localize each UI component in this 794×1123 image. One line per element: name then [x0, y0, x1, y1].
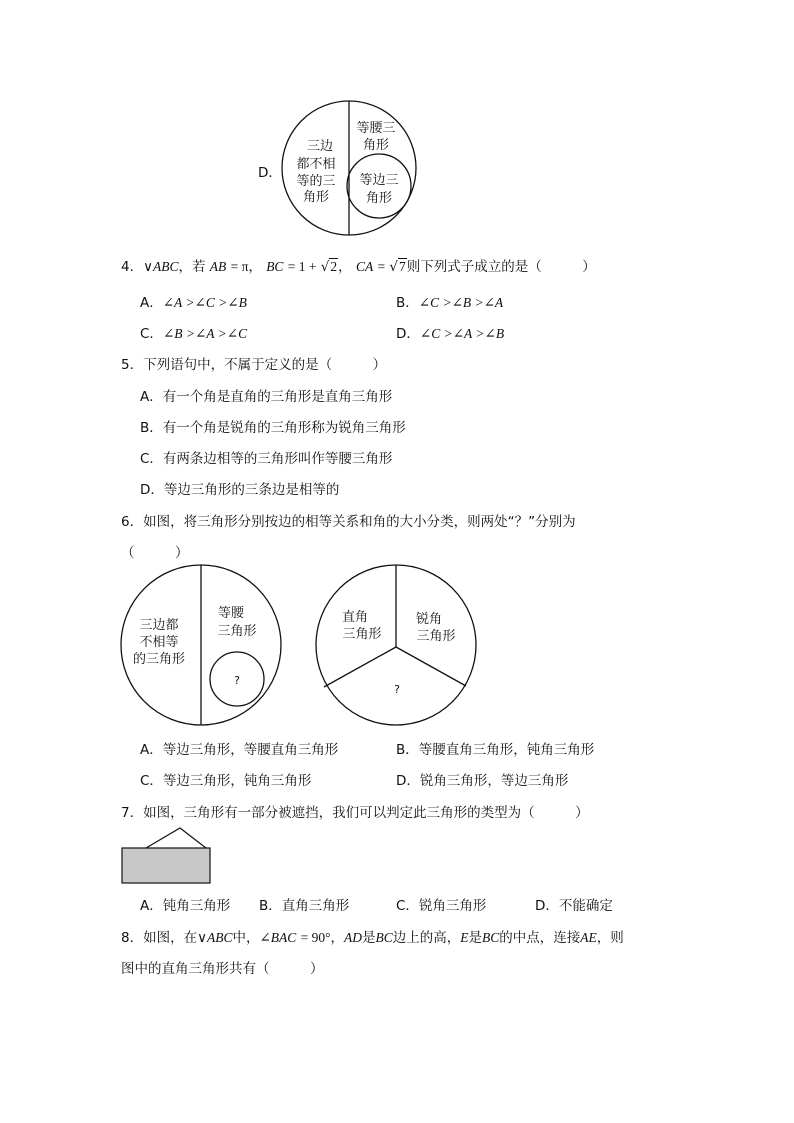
math-ab: AB	[209, 259, 227, 274]
q6-paren: （ ）	[121, 545, 189, 561]
math-eq-90: = 90°	[300, 930, 331, 945]
math-ad: AD	[343, 930, 362, 945]
triangle-symbol: ∨	[197, 930, 207, 946]
q6-fig1-question-mark: ?	[234, 674, 240, 687]
q8-text: 边上的高，	[392, 930, 461, 946]
q8-text: 的中点，连接	[499, 930, 581, 946]
q7-option-a[interactable]: A．钝角三角形	[140, 898, 231, 914]
q3-left-line-2: 都不相	[296, 157, 336, 172]
q7-stem: 7．如图，三角形有一部分被遮挡，我们可以判定此三角形的类型为（ ）	[121, 805, 589, 821]
q8-text: ，	[330, 930, 344, 946]
math-bc: BC	[266, 259, 284, 274]
q4-text: ，	[338, 259, 352, 275]
q5-option-d[interactable]: D．等边三角形的三条边是相等的	[140, 482, 340, 498]
q7-covered-triangle-figure	[120, 825, 214, 887]
q3-right-top-line-2: 角形	[362, 138, 390, 153]
q6-option-b[interactable]: B．等腰直角三角形，钝角三角形	[396, 742, 595, 758]
math-abc: ABC	[206, 930, 233, 945]
q8-stem-line-1	[121, 926, 624, 946]
math-eq: =	[377, 259, 386, 274]
q4-option-a[interactable]	[140, 291, 247, 311]
q4-text: ，若	[178, 259, 206, 275]
triangle-symbol: ∨	[143, 259, 153, 275]
q6-stem: 6．如图，将三角形分别按边的相等关系和角的大小分类，则两处“？”分别为	[121, 514, 576, 530]
option-value: ∠B >∠A >∠C	[162, 326, 248, 341]
math-eq-1-plus: = 1 +	[287, 259, 317, 274]
q3-option-d-diagram	[278, 98, 428, 238]
option-label: D．	[396, 326, 420, 342]
q4-text-tail: 则下列式子成立的是（ ）	[406, 259, 596, 275]
cover-rectangle	[122, 848, 210, 883]
math-abc: ABC	[152, 259, 179, 274]
option-value: ∠A >∠C >∠B	[162, 295, 247, 310]
q6-fig1-right-line-1: 等腰	[217, 606, 245, 621]
q3-left-line-3: 等的三	[296, 174, 336, 189]
q7-option-b[interactable]: B．直角三角形	[259, 898, 350, 914]
math-angle-bac: ∠BAC	[259, 930, 297, 945]
option-value: ∠C >∠B >∠A	[418, 295, 504, 310]
q4-number: 4．	[121, 259, 144, 275]
q3-left-line-4: 角形	[302, 190, 330, 205]
q4-option-d[interactable]	[396, 322, 504, 342]
q4-text: ，	[248, 259, 262, 275]
q4-stem: 4．∨ABC，若 AB = π， BC = 1 + √2， CA = √7则下列式子成立的是（ ）	[121, 259, 596, 275]
math-sqrt2: 2	[330, 259, 338, 274]
q3-right-top-line-1: 等腰三	[356, 121, 396, 136]
option-label: C．	[140, 326, 163, 342]
q6-fig2-right-line-2: 三角形	[416, 629, 456, 644]
q6-fig2-left-line-2: 三角形	[342, 627, 382, 642]
math-eq-pi: = π	[230, 259, 249, 274]
q3-inner-line-2: 角形	[365, 191, 393, 206]
q8-number: 8．	[121, 930, 144, 946]
q3-left-line-1: 三边	[306, 139, 334, 154]
option-label: B．	[396, 295, 419, 311]
q8-text: 是	[361, 930, 376, 946]
q6-option-a[interactable]: A．等边三角形，等腰直角三角形	[140, 742, 339, 758]
math-ae: AE	[580, 930, 597, 945]
math-sqrt7: 7	[399, 259, 406, 274]
q7-option-d[interactable]: D．不能确定	[535, 898, 613, 914]
q4-option-b[interactable]	[396, 291, 503, 311]
q3-inner-line-1: 等边三	[359, 173, 399, 188]
q3-option-d-label: D．	[258, 165, 282, 181]
q6-fig2-question-mark: ?	[394, 683, 400, 696]
math-bc: BC	[482, 930, 500, 945]
math-ca: CA	[355, 259, 374, 274]
q6-fig2-right-line-1: 锐角	[415, 612, 443, 627]
option-value: ∠C >∠A >∠B	[419, 326, 505, 341]
q8-text: ，则	[596, 930, 624, 946]
q6-fig1-right-line-2: 三角形	[217, 624, 257, 639]
q6-option-d[interactable]: D．锐角三角形，等边三角形	[396, 773, 569, 789]
q8-text: 中，	[232, 930, 260, 946]
q4-option-c[interactable]	[140, 322, 247, 342]
q8-text: 如图，在	[143, 930, 198, 946]
q5-option-c[interactable]: C．有两条边相等的三角形叫作等腰三角形	[140, 451, 393, 467]
math-e: E	[460, 930, 469, 945]
q6-fig1-left-line-2: 不相等	[139, 635, 179, 650]
q8-stem-line-2: 图中的直角三角形共有（ ）	[121, 961, 324, 977]
q6-fig1-left-line-3: 的三角形	[132, 652, 186, 667]
q8-text: 是	[468, 930, 482, 946]
q5-option-b[interactable]: B．有一个角是锐角的三角形称为锐角三角形	[140, 420, 406, 436]
q6-fig1-left-line-1: 三边都	[139, 618, 179, 633]
q6-figure-side-classification	[118, 564, 288, 729]
q6-figure-angle-classification	[311, 564, 481, 729]
q5-stem: 5．下列语句中，不属于定义的是（ ）	[121, 357, 387, 373]
q5-option-a[interactable]: A．有一个角是直角的三角形是直角三角形	[140, 389, 393, 405]
math-bc: BC	[375, 930, 393, 945]
option-label: A．	[140, 295, 163, 311]
q7-option-c[interactable]: C．锐角三角形	[396, 898, 487, 914]
q6-option-c[interactable]: C．等边三角形，钝角三角形	[140, 773, 312, 789]
q6-fig2-left-line-1: 直角	[341, 610, 369, 625]
